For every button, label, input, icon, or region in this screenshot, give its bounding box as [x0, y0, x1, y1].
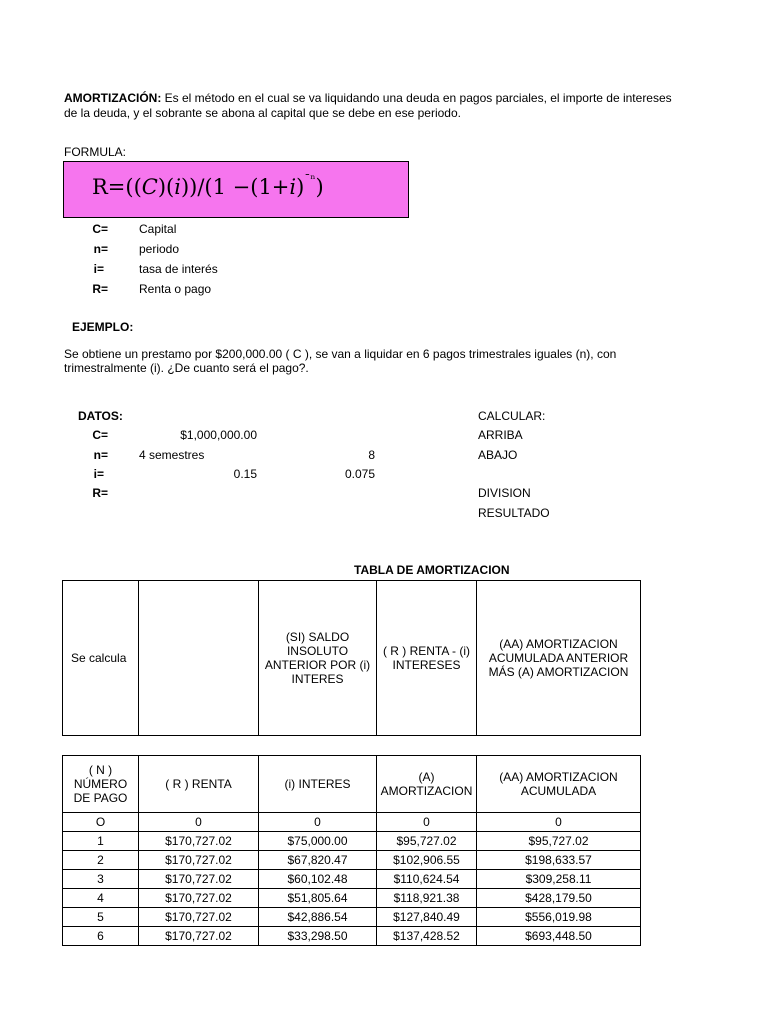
legend-symbol: C=	[92, 222, 108, 236]
formula-close: )	[315, 175, 324, 199]
description-cell: ( R ) RENTA - (i) INTERESES	[377, 581, 477, 736]
table-cell: $428,179.50	[477, 889, 641, 908]
table-cell: 0	[139, 813, 259, 832]
example-text: Se obtiene un prestamo por $200,000.00 ( C ), se van a liquidar en 6 pagos trimestrales iguales (n), con trimestralmente (i). ¿De cuanto será el pago?.	[64, 347, 617, 375]
table-cell: $60,102.48	[259, 870, 377, 889]
datos-n-value: 8	[368, 448, 375, 462]
table-cell: 4	[63, 889, 139, 908]
description-table	[62, 580, 641, 736]
calcular-item: DIVISION	[478, 486, 531, 500]
table-cell: $95,727.02	[477, 832, 641, 851]
table-cell: 0	[377, 813, 477, 832]
description-row	[63, 581, 641, 736]
datos-c-label: C=	[92, 428, 108, 442]
table-cell: $170,727.02	[139, 908, 259, 927]
formula-box	[63, 161, 409, 218]
table-cell: $556,019.98	[477, 908, 641, 927]
datos-title: DATOS:	[78, 409, 123, 423]
table-cell: 0	[477, 813, 641, 832]
description-cell	[139, 581, 259, 736]
table-cell: $42,886.54	[259, 908, 377, 927]
calcular-item: ABAJO	[478, 448, 518, 462]
legend-symbol: i=	[93, 262, 104, 276]
header-cell: ( R ) RENTA	[139, 756, 259, 813]
table-cell: 0	[259, 813, 377, 832]
calcular-title: CALCULAR:	[478, 409, 546, 423]
intro-paragraph	[64, 91, 684, 121]
table-row	[63, 832, 641, 851]
table-cell: 1	[63, 832, 139, 851]
datos-r-label: R=	[92, 486, 108, 500]
table-cell: $102,906.55	[377, 851, 477, 870]
intro-text: Es el método en el cual se va liquidando una deuda en pagos parciales, el importe de intereses de la deuda, y el sobrante se abona al capital que se debe en ese periodo.	[64, 91, 672, 120]
formula-text	[92, 172, 324, 199]
table-cell: $170,727.02	[139, 870, 259, 889]
legend-meaning: periodo	[139, 242, 180, 256]
example-title: EJEMPLO:	[72, 320, 134, 334]
table-header-row	[63, 756, 641, 813]
legend-meaning: tasa de interés	[139, 262, 218, 276]
legend-meaning: Capital	[139, 222, 177, 236]
header-cell: (A) AMORTIZACION	[377, 756, 477, 813]
table-cell: $170,727.02	[139, 832, 259, 851]
intro-term: AMORTIZACIÓN:	[64, 91, 162, 105]
header-cell: ( N ) NÚMERO DE PAGO	[63, 756, 139, 813]
table-cell: $170,727.02	[139, 851, 259, 870]
table-cell: $118,921.38	[377, 889, 477, 908]
datos-i-label: i=	[93, 467, 104, 481]
formula-exponent: ˉⁿ	[304, 172, 316, 186]
datos-i-value-2: 0.075	[344, 467, 375, 481]
description-cell: Se calcula	[63, 581, 139, 736]
table-cell: 2	[63, 851, 139, 870]
description-cell: (SI) SALDO INSOLUTO ANTERIOR POR (i) INTERES	[259, 581, 377, 736]
table-cell: $137,428.52	[377, 927, 477, 946]
description-cell: (AA) AMORTIZACION ACUMULADA ANTERIOR MÁS (A) AMORTIZACION	[477, 581, 641, 736]
table-cell: O	[63, 813, 139, 832]
table-row	[63, 889, 641, 908]
datos-n-text: 4 semestres	[139, 448, 205, 462]
table-cell: $309,258.11	[477, 870, 641, 889]
formula-label: FORMULA:	[64, 145, 127, 159]
table-cell: $170,727.02	[139, 927, 259, 946]
table-cell: $110,624.54	[377, 870, 477, 889]
legend-symbol: R=	[92, 282, 108, 296]
calcular-item: ARRIBA	[478, 428, 523, 442]
header-cell: (i) INTERES	[259, 756, 377, 813]
datos-n-label: n=	[93, 448, 108, 462]
header-cell: (AA) AMORTIZACION ACUMULADA	[477, 756, 641, 813]
datos-c-value: $1,000,000.00	[180, 428, 257, 442]
table-cell: 3	[63, 870, 139, 889]
table-cell: $67,820.47	[259, 851, 377, 870]
table-row	[63, 870, 641, 889]
table-cell: $51,805.64	[259, 889, 377, 908]
table-cell: $693,448.50	[477, 927, 641, 946]
datos-i-value: 0.15	[233, 467, 257, 481]
table-cell: 6	[63, 927, 139, 946]
table-title: TABLA DE AMORTIZACION	[354, 563, 510, 577]
amortization-table	[62, 755, 641, 946]
table-cell: $170,727.02	[139, 889, 259, 908]
formula-main: R=((𝐶)(𝑖))/(1 −(1+𝑖)	[92, 175, 305, 199]
table-row	[63, 851, 641, 870]
table-row	[63, 813, 641, 832]
table-cell: 5	[63, 908, 139, 927]
table-cell: $95,727.02	[377, 832, 477, 851]
table-row	[63, 908, 641, 927]
table-cell: $75,000.00	[259, 832, 377, 851]
table-cell: $127,840.49	[377, 908, 477, 927]
calcular-item: RESULTADO	[478, 506, 550, 520]
table-row	[63, 927, 641, 946]
table-cell: $33,298.50	[259, 927, 377, 946]
table-cell: $198,633.57	[477, 851, 641, 870]
legend-meaning: Renta o pago	[139, 282, 212, 296]
legend-symbol: n=	[93, 242, 108, 256]
